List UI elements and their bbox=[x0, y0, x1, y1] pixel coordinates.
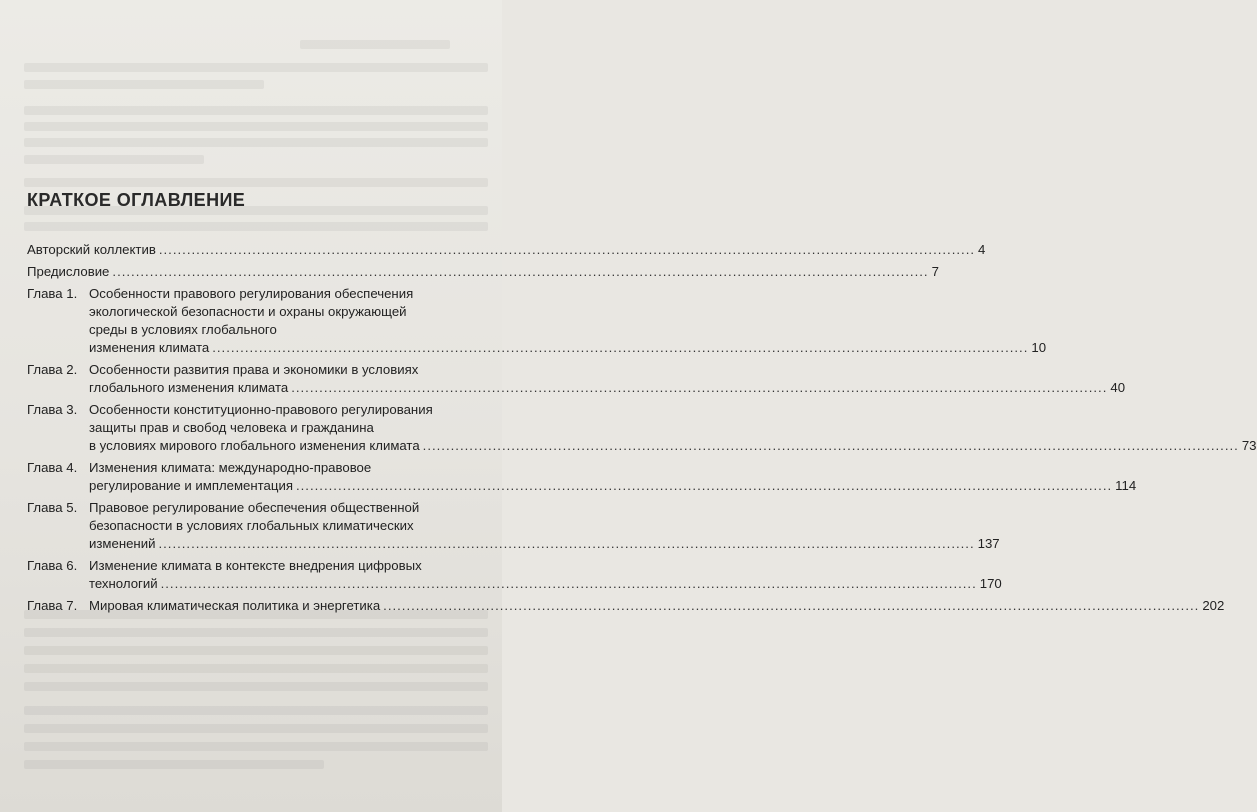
entry-title-line: технологий bbox=[89, 576, 158, 591]
show-through bbox=[24, 138, 488, 147]
page-number: 73 bbox=[1241, 438, 1257, 453]
chapter-label: Глава 3. bbox=[27, 402, 78, 417]
entry-title-line: Особенности правового регулирования обеспечения bbox=[89, 286, 414, 301]
toc-entry[interactable] bbox=[27, 361, 1126, 397]
dot-leader bbox=[383, 597, 1199, 615]
toc-entry[interactable] bbox=[27, 241, 986, 259]
entry-title-line: безопасности в условиях глобальных климатических bbox=[89, 518, 414, 533]
entry-title-line: в условиях мирового глобального изменения климата bbox=[89, 438, 420, 453]
page-number: 114 bbox=[1115, 478, 1137, 493]
page-number: 4 bbox=[978, 242, 986, 257]
entry-title-line: изменений bbox=[89, 536, 156, 551]
page-number: 10 bbox=[1031, 340, 1047, 355]
entry-title-line: Особенности конституционно-правового регулирования bbox=[89, 402, 433, 417]
toc-entry[interactable] bbox=[27, 263, 939, 281]
show-through bbox=[24, 628, 488, 637]
dot-leader bbox=[291, 379, 1107, 397]
page-number: 137 bbox=[977, 536, 1000, 551]
show-through bbox=[24, 682, 488, 691]
show-through bbox=[24, 760, 324, 769]
show-through bbox=[24, 80, 264, 89]
toc-entry[interactable] bbox=[27, 459, 1137, 495]
table-of-contents bbox=[27, 241, 1257, 619]
entry-title-line: Авторский коллектив bbox=[27, 242, 156, 257]
show-through bbox=[24, 724, 488, 733]
show-through bbox=[24, 63, 488, 72]
page-number: 40 bbox=[1110, 380, 1126, 395]
toc-entry[interactable] bbox=[27, 285, 1047, 357]
chapter-label: Глава 1. bbox=[27, 286, 78, 301]
show-through bbox=[24, 706, 488, 715]
dot-leader bbox=[159, 241, 975, 259]
show-through bbox=[24, 646, 488, 655]
show-through bbox=[24, 742, 488, 751]
chapter-label: Глава 2. bbox=[27, 362, 78, 377]
show-through bbox=[300, 40, 450, 49]
dot-leader bbox=[158, 535, 974, 553]
page-number: 170 bbox=[979, 576, 1002, 591]
show-through bbox=[24, 122, 488, 131]
show-through bbox=[24, 664, 488, 673]
toc-entry[interactable] bbox=[27, 597, 1225, 615]
entry-title-line: защиты прав и свобод человека и гражданина bbox=[89, 420, 374, 435]
chapter-label: Глава 7. bbox=[27, 598, 78, 613]
entry-title-line: Изменение климата в контексте внедрения цифровых bbox=[89, 558, 422, 573]
chapter-label: Глава 6. bbox=[27, 558, 78, 573]
show-through bbox=[24, 106, 488, 115]
entry-title-line: глобального изменения климата bbox=[89, 380, 289, 395]
dot-leader bbox=[212, 339, 1028, 357]
entry-title-line: среды в условиях глобального bbox=[89, 322, 277, 337]
page-number: 7 bbox=[931, 264, 939, 279]
toc-entry[interactable] bbox=[27, 557, 1002, 593]
entry-title-line: регулирование и имплементация bbox=[89, 478, 293, 493]
chapter-label: Глава 4. bbox=[27, 460, 78, 475]
entry-title-line: изменения климата bbox=[89, 340, 210, 355]
entry-title-line: Предисловие bbox=[27, 264, 110, 279]
chapter-label: Глава 5. bbox=[27, 500, 78, 515]
page-number: 202 bbox=[1202, 598, 1225, 613]
show-through bbox=[24, 178, 488, 187]
entry-title-line: Изменения климата: международно-правовое bbox=[89, 460, 372, 475]
toc-entry[interactable] bbox=[27, 401, 1257, 455]
toc-entry[interactable] bbox=[27, 499, 1000, 553]
entry-title-line: Особенности развития права и экономики в условиях bbox=[89, 362, 419, 377]
dot-leader bbox=[423, 437, 1239, 455]
entry-title-line: Мировая климатическая политика и энергетика bbox=[89, 598, 381, 613]
dot-leader bbox=[161, 575, 977, 593]
show-through bbox=[24, 155, 204, 164]
entry-title-line: Правовое регулирование обеспечения общественной bbox=[89, 500, 420, 515]
dot-leader bbox=[112, 263, 928, 281]
toc-title: КРАТКОЕ ОГЛАВЛЕНИЕ bbox=[27, 190, 246, 210]
dot-leader bbox=[296, 477, 1112, 495]
show-through bbox=[24, 222, 488, 231]
entry-title-line: экологической безопасности и охраны окружающей bbox=[89, 304, 407, 319]
